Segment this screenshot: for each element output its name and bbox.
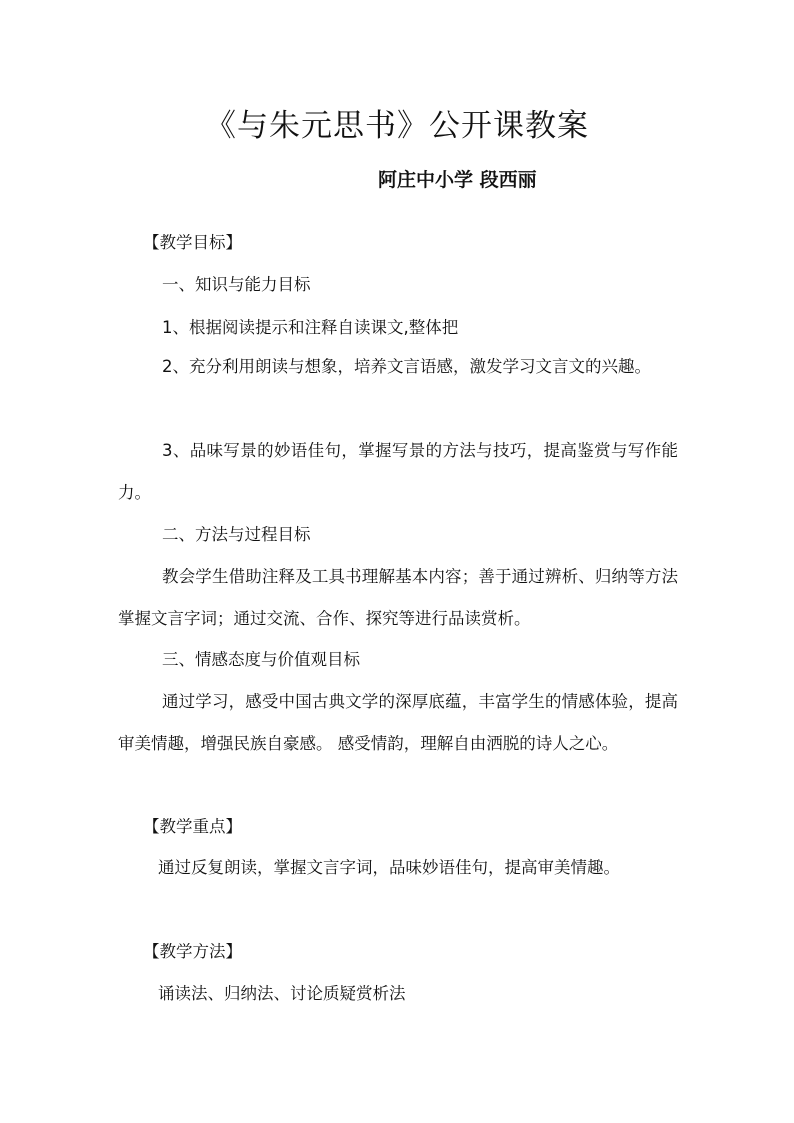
knowledge-ability-heading: 一、知识与能力目标 (162, 275, 311, 294)
teaching-methods-text: 诵读法、归纳法、讨论质疑赏析法 (158, 984, 406, 1003)
objectives-heading: 【教学目标】 (143, 233, 242, 252)
objective-item-2: 2、充分利用朗读与想象，培养文言语感，激发学习文言文的兴趣。 (162, 357, 651, 376)
key-points-text: 通过反复朗读，掌握文言字词，品味妙语佳句，提高审美情趣。 (158, 858, 620, 877)
objective-item-3: 3、品味写景的妙语佳句，掌握写景的方法与技巧，提高鉴赏与写作能力。 (118, 441, 678, 502)
objective-item-1: 1、根据阅读提示和注释自读课文,整体把 (162, 318, 459, 337)
key-points-heading: 【教学重点】 (143, 817, 242, 836)
emotion-values-heading: 三、情感态度与价值观目标 (162, 650, 360, 669)
document-title: 《与朱元思书》公开课教案 (205, 108, 589, 144)
emotion-values-text: 通过学习，感受中国古典文学的深厚底蕴，丰富学生的情感体验，提高审美情趣，增强民族自豪感。 感受情韵，理解自由洒脱的诗人之心。 (118, 692, 678, 753)
method-process-text: 教会学生借助注释及工具书理解基本内容；善于通过辨析、归纳等方法掌握文言字词；通过交流、合作、探究等进行品读赏析。 (118, 567, 678, 628)
document-author: 阿庄中小学 段西丽 (378, 169, 537, 191)
method-process-heading: 二、方法与过程目标 (162, 525, 311, 544)
teaching-methods-heading: 【教学方法】 (143, 942, 242, 961)
